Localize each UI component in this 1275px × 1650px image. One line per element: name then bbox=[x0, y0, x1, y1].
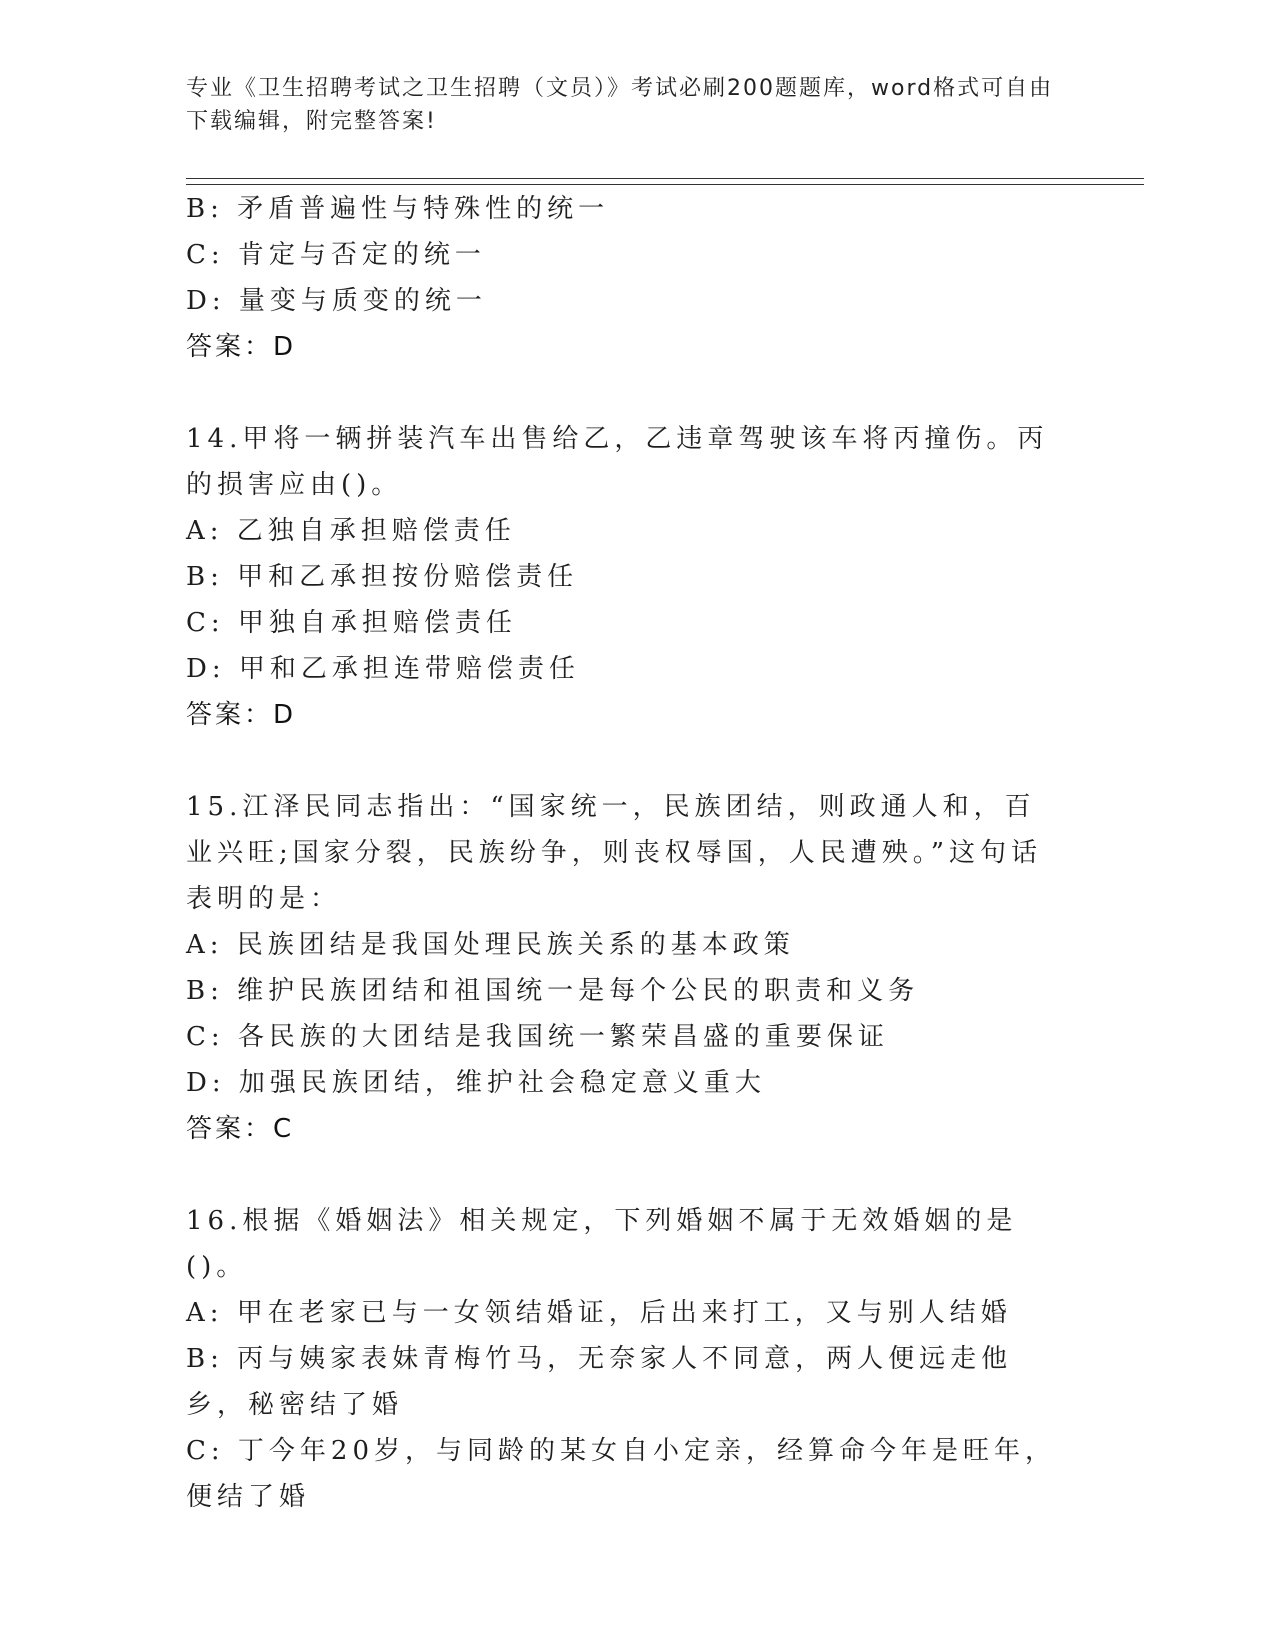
option-a: A: 乙独自承担赔偿责任 bbox=[186, 516, 516, 546]
answer-label: 答案：D bbox=[186, 332, 297, 362]
option-d: D: 甲和乙承担连带赔偿责任 bbox=[186, 654, 580, 684]
question-16 bbox=[186, 1198, 1066, 1520]
question-text: 16.根据《婚姻法》相关规定，下列婚姻不属于无效婚姻的是()。 bbox=[186, 1206, 1018, 1282]
answer-label: 答案：C bbox=[186, 1114, 295, 1144]
question-text: 14.甲将一辆拼装汽车出售给乙，乙违章驾驶该车将丙撞伤。丙的损害应由()。 bbox=[186, 424, 1049, 500]
option-c: C: 丁今年20岁，与同龄的某女自小定亲，经算命今年是旺年，便结了婚 bbox=[186, 1436, 1057, 1512]
answer-label: 答案：D bbox=[186, 700, 297, 730]
document-header: 专业《卫生招聘考试之卫生招聘（文员）》考试必刷200题题库，word格式可自由下载编辑，附完整答案! bbox=[186, 76, 1054, 134]
spacer bbox=[186, 370, 1066, 416]
question-14 bbox=[186, 416, 1066, 738]
option-b: B: 甲和乙承担按份赔偿责任 bbox=[186, 562, 579, 592]
option-c: C: 甲独自承担赔偿责任 bbox=[186, 608, 517, 638]
option-b: B: 矛盾普遍性与特殊性的统一 bbox=[186, 194, 610, 224]
question-13 bbox=[186, 186, 1066, 370]
question-15 bbox=[186, 784, 1066, 1152]
spacer bbox=[186, 738, 1066, 784]
option-b: B: 丙与姨家表妹青梅竹马，无奈家人不同意，两人便远走他乡，秘密结了婚 bbox=[186, 1344, 1013, 1420]
header-rule-top bbox=[186, 178, 1144, 179]
option-b: B: 维护民族团结和祖国统一是每个公民的职责和义务 bbox=[186, 976, 920, 1006]
spacer bbox=[186, 1152, 1066, 1198]
option-d: D: 加强民族团结，维护社会稳定意义重大 bbox=[186, 1068, 766, 1098]
header-rule-bottom bbox=[186, 184, 1144, 185]
option-a: A: 民族团结是我国处理民族关系的基本政策 bbox=[186, 930, 795, 960]
option-c: C: 肯定与否定的统一 bbox=[186, 240, 486, 270]
option-c: C: 各民族的大团结是我国统一繁荣昌盛的重要保证 bbox=[186, 1022, 889, 1052]
question-text: 15.江泽民同志指出：“国家统一，民族团结，则政通人和，百业兴旺;国家分裂，民族纷争，则丧权辱国，人民遭殃。”这句话表明的是： bbox=[186, 792, 1043, 914]
option-d: D: 量变与质变的统一 bbox=[186, 286, 487, 316]
option-a: A: 甲在老家已与一女领结婚证，后出来打工，又与别人结婚 bbox=[186, 1298, 1012, 1328]
question-list bbox=[186, 186, 1066, 1520]
